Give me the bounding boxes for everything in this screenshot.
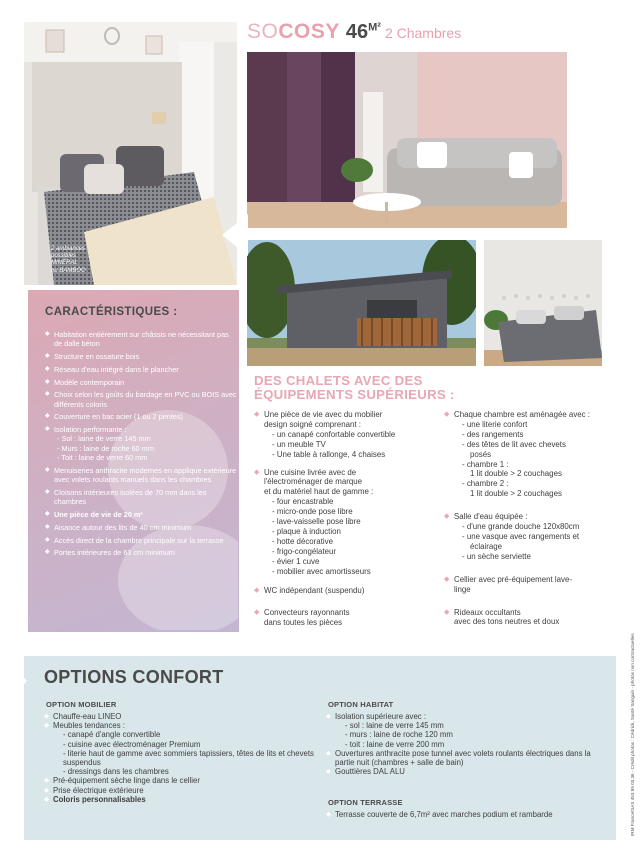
list-item: ◆ Isolation performante : - Sol : laine de verre 145 mm - Murs : laine de roche 60 mm - Toit : laine de verre 60 mm [45, 425, 237, 463]
title-rooms: 2 Chambres [384, 25, 462, 41]
list-item: ◆ Prise électrique extérieure [44, 786, 316, 795]
list-item: ◆ Chaque chambre est aménagée avec : - une literie confort - des rangements - des têtes de lit avec chevets posés - chambre 1 : 1 lit double > 2 couchages - chambre 2 : 1 lit double > 2 couchages [444, 410, 616, 499]
photo-chalet-exterior [247, 240, 476, 366]
option-habitat-heading: OPTION HABITAT [328, 700, 394, 709]
chalets-title: DES CHALETS AVEC DES ÉQUIPEMENTS SUPÉRIEURS : [254, 373, 455, 402]
list-item: ◆ Pré-équipement sèche linge dans le cellier [44, 776, 316, 785]
caracteristiques-list [45, 330, 237, 561]
photo-caption: 2 ambiances possibles MINÉRAL ou BAMBOO [51, 246, 86, 274]
list-item: ◆ Portes intérieures de 63 cm minimum [45, 548, 237, 557]
caracteristiques-title: CARACTÉRISTIQUES : [45, 306, 178, 318]
list-item: ◆ Habitation entièrement sur châssis ne nécessitant pas de dalle béton [45, 330, 237, 349]
list-item: ◆ Réseau d'eau intégré dans le plancher [45, 365, 237, 374]
list-item: ◆ Cellier avec pré-équipement lave- linge [444, 575, 616, 595]
list-item: ◆ Salle d'eau équipée : - d'une grande douche 120x80cm - une vasque avec rangements et éclairage - un sèche serviette [444, 512, 616, 562]
title-size: $46^{M^2}$ [345, 21, 381, 43]
title-cosy: COSY [278, 20, 340, 43]
options-panel [24, 656, 616, 840]
list-item: ◆ Meubles tendances : - canapé d'angle convertible - cuisine avec électroménager Premium - literie haut de gamme avec sommiers tapissiers, têtes de lits et chevets suspendus - dressings dans les chambres [44, 721, 316, 776]
option-terrasse-list [326, 810, 576, 819]
list-item: ◆ WC indépendant (suspendu) [254, 586, 444, 596]
side-credit: IRM France/SAS 453 89 03 36 - Crédit photos : Cédrick, Santé Sanguin - photos non contractuelles [630, 633, 635, 836]
list-item: ◆ Chauffe-eau LINEO [44, 712, 316, 721]
list-item: ◆ Cloisons intérieures isolées de 70 mm dans les chambres [45, 488, 237, 507]
list-item: ◆ Isolation supérieure avec : - sol : laine de verre 145 mm - murs : laine de roche 120 mm - toit : laine de verre 200 mm [326, 712, 596, 749]
caracteristiques-panel [28, 290, 239, 632]
option-habitat-list [326, 712, 596, 776]
list-item: ◆ Accès direct de la chambre principale sur la terrasse [45, 536, 237, 545]
list-item: ◆ Terrasse couverte de 6,7m² avec marches podium et rambarde [326, 810, 576, 819]
list-item: ◆ Une cuisine livrée avec de l'électroménager de marque et du matériel haut de gamme : - four encastrable - micro-onde pose libre - lave-vaisselle pose libre - plaque à induction - hotte décorative - frigo-congélateur - évier 1 cuve - mobilier avec amortisseurs [254, 468, 444, 577]
list-item: ◆ Structure en ossature bois [45, 352, 237, 361]
list-item: ◆ Convecteurs rayonnants dans toutes les pièces [254, 608, 444, 628]
list-item: ◆ Menuiseries anthracite modernes en applique extérieure avec volets roulants manuels dans les chambres [45, 466, 237, 485]
list-item: ◆ Coloris personnalisables [44, 795, 316, 804]
list-item: ◆ Ouvertures anthracite pose tunnel avec volets roulants électriques dans la partie nuit (chambres + salle de bain) [326, 749, 596, 767]
photo-bedroom-2 [484, 240, 602, 366]
list-item: ◆ Couverture en bac acier (1 ou 2 pentes) [45, 412, 237, 421]
chalets-right-column [444, 410, 616, 627]
option-terrasse-heading: OPTION TERRASSE [328, 798, 403, 807]
list-item: ◆ Aisance autour des lits de 40 cm minimum [45, 523, 237, 532]
option-mobilier-list [44, 712, 316, 804]
list-item: ◆ Une pièce de vie avec du mobilier design soigné comprenant : - un canapé confortable convertible - un meuble TV - Une table à rallonge, 4 chaises [254, 410, 444, 460]
chalets-left-column [254, 410, 444, 628]
option-mobilier-heading: OPTION MOBILIER [46, 700, 117, 709]
title-so: SO [247, 20, 279, 43]
options-title: OPTIONS CONFORT [44, 667, 224, 687]
list-item: ◆ Gouttières DAL ALU [326, 767, 596, 776]
photo-living-room [247, 52, 567, 228]
list-item: ◆ Modèle contemporain [45, 378, 237, 387]
list-item: ◆ Rideaux occultants avec des tons neutres et doux [444, 608, 616, 628]
page-title [247, 20, 461, 50]
list-item: ◆ Choix selon les goûts du bardage en PVC ou BOIS avec différents coloris [45, 390, 237, 409]
list-item: ◆ Une pièce de vie de 20 m² [45, 510, 237, 519]
